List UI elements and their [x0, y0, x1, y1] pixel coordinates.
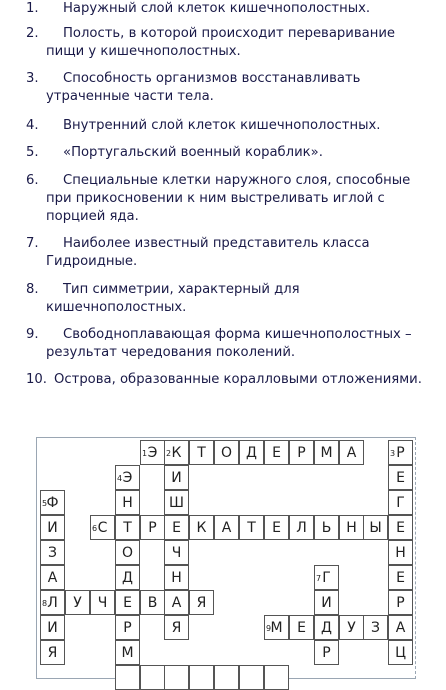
crossword-cell: 8 Л — [40, 590, 65, 615]
crossword-cell: Е — [388, 465, 413, 490]
question-number: 9. — [26, 327, 39, 342]
crossword-cell: О — [115, 540, 140, 565]
crossword-cell: 5 Ф — [40, 490, 65, 515]
crossword-cell: Я — [164, 615, 189, 640]
crossword-cell — [239, 665, 264, 690]
crossword-cell — [214, 665, 239, 690]
crossword-cell: Е — [264, 515, 289, 540]
crossword-cell: Ы — [363, 515, 388, 540]
question-text: Свободноплавающая форма кишечнополостных – результат чередования поколений. — [46, 327, 412, 360]
question-text: Способность организмов восстанавливать утраченные части тела. — [46, 71, 361, 104]
question-item — [26, 371, 426, 389]
crossword-cell: И — [40, 615, 65, 640]
question-text: «Португальский военный кораблик». — [63, 145, 323, 160]
crossword-cell: М — [115, 640, 140, 665]
question-item — [26, 281, 426, 317]
crossword-cell — [115, 665, 140, 690]
question-item — [26, 0, 426, 18]
question-text: Наружный слой клеток кишечнополостных. — [63, 1, 371, 16]
crossword-cell: 4 Э — [115, 465, 140, 490]
question-item — [26, 235, 426, 271]
crossword-cell: Л — [289, 515, 314, 540]
crossword-cell: И — [314, 590, 339, 615]
question-text: Специальные клетки наружного слоя, способные при прикосновении к ним выстреливать иглой с порцией яда. — [46, 173, 411, 224]
question-item — [26, 172, 426, 226]
crossword-cell: А — [339, 440, 364, 465]
question-text: Тип симметрии, характерный для кишечнополостных. — [46, 282, 300, 315]
question-number: 7. — [26, 236, 39, 251]
question-number: 3. — [26, 71, 39, 86]
question-item — [26, 70, 426, 106]
crossword-cell: Д — [239, 440, 264, 465]
crossword-cell: 3 Р — [388, 440, 413, 465]
crossword-cell: У — [339, 615, 364, 640]
question-text: Полость, в которой происходит переваривание пищи у кишечнополостных. — [46, 26, 396, 59]
question-number: 10. — [26, 372, 47, 387]
question-item — [26, 144, 426, 162]
crossword-cell: Н — [115, 490, 140, 515]
crossword-cell: Р — [388, 590, 413, 615]
crossword-cell: Р — [314, 640, 339, 665]
crossword-cell: Т — [115, 515, 140, 540]
crossword-cell: 1 Э — [140, 440, 165, 465]
question-item — [26, 326, 426, 362]
crossword-cell: З — [363, 615, 388, 640]
crossword-cell: Ц — [388, 640, 413, 665]
crossword-cell — [140, 665, 165, 690]
question-number: 1. — [26, 1, 39, 16]
crossword-cell: А — [164, 590, 189, 615]
question-number: 4. — [26, 118, 39, 133]
crossword-cell: А — [388, 615, 413, 640]
crossword-cell: Н — [339, 515, 364, 540]
crossword-cell: Я — [189, 590, 214, 615]
crossword-cell: З — [40, 540, 65, 565]
question-number: 2. — [26, 26, 39, 41]
crossword-cell: М — [314, 440, 339, 465]
question-text: Внутренний слой клеток кишечнополостных. — [63, 118, 381, 133]
crossword-cell: Д — [115, 565, 140, 590]
crossword-cell: Т — [189, 440, 214, 465]
crossword-cell: Т — [239, 515, 264, 540]
crossword-cell: 2 К — [164, 440, 189, 465]
crossword-cell: Е — [115, 590, 140, 615]
crossword-cell — [264, 665, 289, 690]
crossword-cell: Р — [115, 615, 140, 640]
crossword-cell: Е — [164, 515, 189, 540]
crossword-cell: Е — [388, 515, 413, 540]
crossword-cell: Е — [289, 615, 314, 640]
crossword-cell: А — [214, 515, 239, 540]
crossword-cell: 6 С — [90, 515, 115, 540]
question-item — [26, 25, 426, 61]
question-text: Наиболее известный представитель класса Гидроидные. — [46, 236, 370, 269]
crossword-cell — [189, 665, 214, 690]
crossword-cell: 9 М — [264, 615, 289, 640]
crossword-cell: Ч — [90, 590, 115, 615]
question-number: 5. — [26, 145, 39, 160]
crossword-cell: У — [65, 590, 90, 615]
crossword-cell: В — [140, 590, 165, 615]
question-text: Острова, образованные коралловыми отложениями. — [54, 372, 422, 387]
crossword-cell: Ш — [164, 490, 189, 515]
crossword-cell — [164, 665, 189, 690]
crossword-cell: Д — [314, 615, 339, 640]
question-item — [26, 117, 426, 135]
question-number: 8. — [26, 282, 39, 297]
crossword-cell: И — [40, 515, 65, 540]
crossword-cell: Ь — [314, 515, 339, 540]
crossword-cell: Г — [388, 490, 413, 515]
crossword-cell: А — [40, 565, 65, 590]
crossword-cell: И — [164, 465, 189, 490]
crossword-cell: Я — [40, 640, 65, 665]
crossword-cell: Р — [289, 440, 314, 465]
crossword-cell: К — [189, 515, 214, 540]
crossword-cell: 7 Г — [314, 565, 339, 590]
crossword-cell: О — [214, 440, 239, 465]
crossword-cell: Е — [264, 440, 289, 465]
crossword-cell: Е — [388, 565, 413, 590]
crossword-cell: Н — [164, 565, 189, 590]
crossword-cell: Н — [388, 540, 413, 565]
question-number: 6. — [26, 173, 39, 188]
crossword-cell: Ч — [164, 540, 189, 565]
crossword-grid — [36, 437, 416, 679]
crossword-cell: Р — [140, 515, 165, 540]
